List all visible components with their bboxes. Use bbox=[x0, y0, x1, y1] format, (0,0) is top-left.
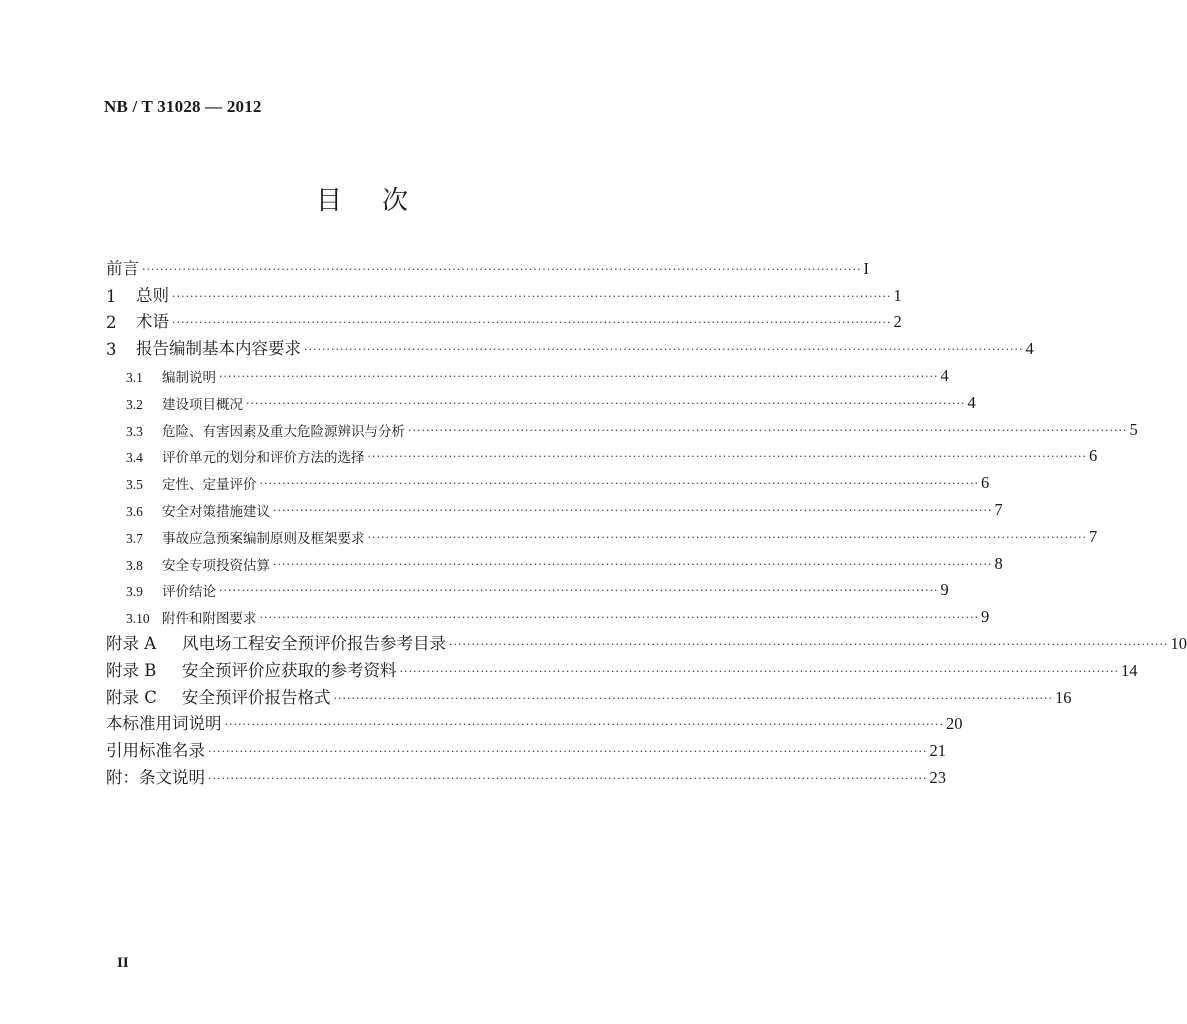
toc-entry-title: 本标准用词说明 bbox=[106, 714, 222, 734]
toc-entry[interactable] bbox=[106, 654, 1138, 681]
toc-leader-dots: ································································································································································ bbox=[142, 262, 862, 276]
toc-entry[interactable] bbox=[106, 734, 946, 761]
toc-entry-title: 安全预评价报告格式 bbox=[182, 687, 331, 707]
toc-entry-number: 3.10 bbox=[126, 611, 150, 627]
page-number: II bbox=[117, 955, 129, 971]
toc-entry[interactable] bbox=[106, 547, 1003, 574]
toc-leader-dots: ································································································································································ bbox=[399, 664, 1119, 678]
toc-entry-title: 附件和附图要求 bbox=[162, 611, 257, 628]
toc-leader-dots: ································································································································································ bbox=[219, 584, 939, 598]
toc-leader-dots: ································································································································································ bbox=[219, 369, 939, 383]
toc-entry-title: 前言 bbox=[106, 258, 139, 278]
toc-entry-number: 2 bbox=[106, 313, 117, 333]
toc-entry-title: 风电场工程安全预评价报告参考目录 bbox=[182, 633, 446, 653]
toc-entry[interactable] bbox=[106, 708, 963, 735]
toc-entry[interactable] bbox=[106, 440, 1098, 467]
toc-entry[interactable] bbox=[106, 386, 976, 413]
toc-entry-page: 23 bbox=[929, 767, 946, 787]
toc-entry-number: 3.5 bbox=[126, 477, 143, 493]
toc-leader-dots: ································································································································································ bbox=[172, 289, 892, 303]
toc-entry-page: 6 bbox=[1088, 446, 1098, 466]
toc-entry-title: 总则 bbox=[136, 285, 169, 305]
toc-entry-page: 16 bbox=[1054, 687, 1072, 707]
toc-leader-dots: ································································································································································ bbox=[367, 450, 1087, 464]
toc-leader-dots: ································································································································································ bbox=[259, 611, 979, 625]
toc-entry-page: 6 bbox=[980, 473, 990, 493]
toc-leader-dots: ································································································································································ bbox=[259, 477, 979, 491]
toc-entry[interactable] bbox=[106, 574, 949, 601]
toc-entry-title: 安全专项投资估算 bbox=[162, 557, 270, 574]
toc-entry-number: 3.2 bbox=[126, 396, 143, 412]
toc-leader-dots: ································································································································································ bbox=[208, 771, 928, 785]
toc-leader-dots: ································································································································································ bbox=[273, 503, 993, 517]
toc-entry[interactable] bbox=[106, 520, 1098, 547]
toc-entry-title: 引用标准名录 bbox=[106, 741, 205, 761]
toc-entry-number: 附录 C bbox=[106, 687, 157, 707]
toc-leader-dots: ································································································································································ bbox=[304, 343, 1024, 357]
toc-entry-page: 10 bbox=[1170, 633, 1187, 653]
toc-entry-number: 3.7 bbox=[126, 530, 143, 546]
toc-entry-page: 7 bbox=[994, 499, 1003, 519]
toc-leader-dots: ································································································································································ bbox=[367, 530, 1087, 544]
toc-entry[interactable] bbox=[106, 252, 869, 279]
toc-entry-title: 附：条文说明 bbox=[106, 767, 205, 787]
toc-entry-title: 安全对策措施建议 bbox=[162, 503, 270, 520]
toc-entry[interactable] bbox=[106, 627, 1187, 654]
toc-entry[interactable] bbox=[106, 681, 1072, 708]
toc-entry-page: 7 bbox=[1088, 526, 1098, 546]
toc-entry[interactable] bbox=[106, 279, 902, 306]
toc-entry-page: 2 bbox=[893, 312, 902, 332]
toc-entry-title: 事故应急预案编制原则及框架要求 bbox=[162, 530, 365, 547]
toc-entry-page: 21 bbox=[929, 741, 946, 761]
toc-leader-dots: ································································································································································ bbox=[224, 718, 944, 732]
toc-entry[interactable] bbox=[106, 466, 990, 494]
toc-entry-number: 附录 B bbox=[106, 660, 157, 680]
toc-entry-page: 4 bbox=[940, 365, 949, 385]
toc-entry-page: 9 bbox=[980, 607, 990, 627]
toc-entry-title: 报告编制基本内容要求 bbox=[136, 339, 301, 359]
toc-leader-dots: ································································································································································ bbox=[208, 745, 928, 759]
standard-code: NB / T 31028 — 2012 bbox=[104, 97, 262, 116]
toc-entry-page: 8 bbox=[994, 553, 1003, 573]
toc-entry-number: 3.6 bbox=[126, 503, 143, 519]
toc-entry-number: 1 bbox=[106, 286, 117, 306]
toc-entry-title: 术语 bbox=[136, 312, 169, 332]
toc-entry[interactable] bbox=[106, 413, 1138, 440]
toc-entry-title: 编制说明 bbox=[162, 369, 216, 386]
toc-entry-page: 20 bbox=[945, 714, 963, 734]
toc-entry-title: 危险、有害因素及重大危险源辨识与分析 bbox=[162, 423, 405, 440]
toc-entry[interactable] bbox=[106, 306, 902, 333]
page-title: 目次 bbox=[315, 186, 448, 216]
toc-entry[interactable] bbox=[106, 359, 949, 386]
toc-entry-number: 3.8 bbox=[126, 557, 143, 573]
toc-entry-page: I bbox=[863, 258, 869, 278]
toc-leader-dots: ································································································································································ bbox=[246, 396, 966, 410]
toc-entry[interactable] bbox=[106, 600, 990, 628]
toc-entry-page: 4 bbox=[1025, 339, 1034, 359]
toc-leader-dots: ································································································································································ bbox=[408, 423, 1128, 437]
toc-entry-number: 附录 A bbox=[106, 633, 157, 653]
toc-leader-dots: ································································································································································ bbox=[333, 691, 1053, 705]
toc-entry-title: 定性、定量评价 bbox=[162, 477, 257, 494]
toc-leader-dots: ································································································································································ bbox=[172, 316, 892, 330]
toc-entry-number: 3.9 bbox=[126, 584, 143, 600]
toc-entry-page: 9 bbox=[940, 580, 949, 600]
toc-entry-page: 5 bbox=[1129, 419, 1138, 439]
toc-entry-page: 4 bbox=[967, 392, 976, 412]
toc-entry-number: 3 bbox=[106, 340, 117, 360]
toc-leader-dots: ································································································································································ bbox=[273, 557, 993, 571]
toc-entry-title: 建设项目概况 bbox=[162, 396, 243, 413]
toc-entry-title: 安全预评价应获取的参考资料 bbox=[182, 660, 397, 680]
toc-entry-page: 14 bbox=[1120, 660, 1138, 680]
toc-entry[interactable] bbox=[106, 332, 1034, 360]
toc-entry-number: 3.3 bbox=[126, 423, 143, 439]
toc-entry-title: 评价单元的划分和评价方法的选择 bbox=[162, 450, 365, 467]
toc-entry-title: 评价结论 bbox=[162, 584, 216, 601]
toc-entry-page: 1 bbox=[893, 285, 902, 305]
table-of-contents bbox=[106, 252, 1187, 788]
toc-entry-number: 3.1 bbox=[126, 369, 143, 385]
toc-entry[interactable] bbox=[106, 761, 946, 788]
toc-entry-number: 3.4 bbox=[126, 450, 143, 466]
toc-entry[interactable] bbox=[106, 493, 1003, 520]
toc-leader-dots: ································································································································································ bbox=[449, 637, 1169, 651]
